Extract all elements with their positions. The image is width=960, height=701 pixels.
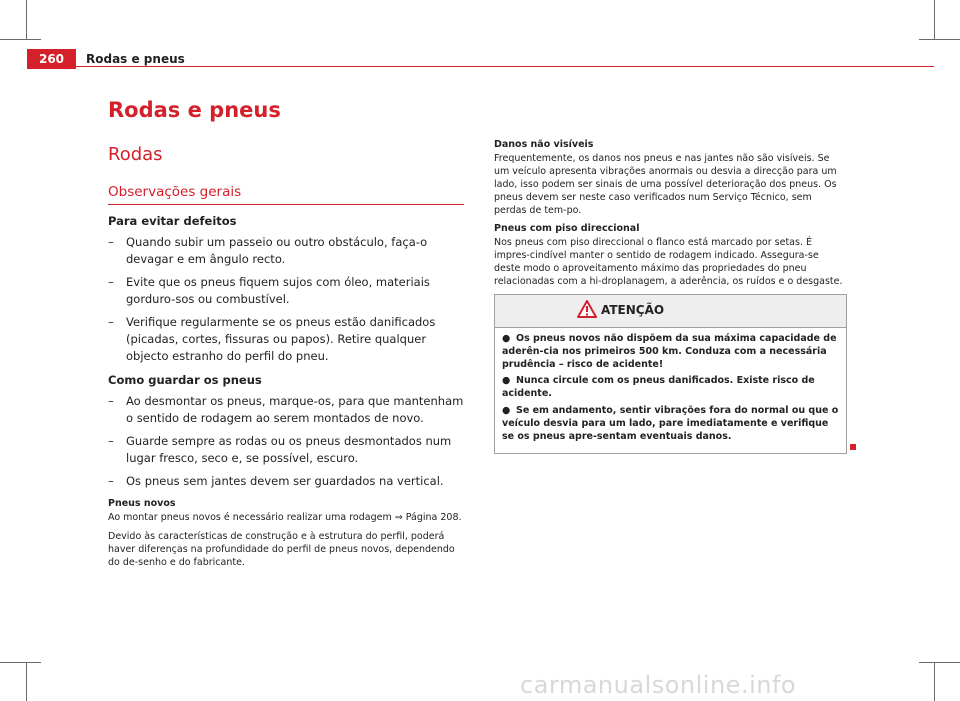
left-column <box>108 214 464 575</box>
damage-heading: Danos não visíveis <box>494 139 594 150</box>
storage-heading: Como guardar os pneus <box>108 373 262 387</box>
avoid-defects-list <box>108 234 464 365</box>
header-rule <box>76 66 934 67</box>
crop-mark <box>919 662 960 663</box>
warning-header <box>495 295 846 328</box>
running-title: Rodas e pneus <box>86 52 185 66</box>
warning-title: ATENÇÃO <box>601 303 665 317</box>
list-item: – Evite que os pneus fiquem sujos com óleo, materiais gorduro-sos ou combustível. <box>108 274 464 308</box>
crop-mark <box>26 0 27 40</box>
damage-text: Frequentemente, os danos nos pneus e nas jantes não são visíveis. Se um veículo apresenta vibrações anormais ou desvia a direcção para um lado, isso podem ser sinais de uma possível deterioração dos pneus. Os pneus devem ser neste caso verificados num Serviço Técnico, sem perdas de tem-po. <box>494 153 837 216</box>
warning-item: ● Os pneus novos não dispõem da sua máxima capacidade de aderên-cia nos primeiros 500 km. Conduza com a necessária prudência – risco de acidente! <box>502 333 837 370</box>
storage-list <box>108 393 464 490</box>
crop-mark <box>934 0 935 40</box>
bullet-icon: ● <box>502 404 511 416</box>
directional-text: Nos pneus com piso direccional o flanco está marcado por setas. É impres-cindível manter o sentido de rodagem indicado. Assegura-se deste modo o aproveitamento máximo das propriedades do pneu relacionadas com a hi-droplanagem, a aderência, os ruídos e o desgaste. <box>494 237 843 287</box>
page-title: Rodas e pneus <box>108 98 281 122</box>
list-item: – Ao desmontar os pneus, marque-os, para que mantenham o sentido de rodagem ao serem montados de novo. <box>108 393 464 427</box>
warning-body <box>495 328 846 453</box>
crop-mark <box>934 662 935 701</box>
bullet-icon: ● <box>502 333 511 344</box>
section-end-mark <box>850 444 856 450</box>
crop-mark <box>26 662 27 701</box>
list-item: – Os pneus sem jantes devem ser guardados na vertical. <box>108 473 464 490</box>
crop-mark <box>0 662 41 663</box>
warning-item: ● Se em andamento, sentir vibrações fora do normal ou que o veículo desvia para um lado, pare imediatamente e verifique se os pneus apre-sentam eventuais danos. <box>502 404 839 442</box>
subsection-rule <box>108 204 464 205</box>
warning-triangle-icon <box>577 300 597 318</box>
profile-text: Devido às características de construção e à estrutura do perfil, poderá haver diferenças na profundidade do perfil de pneus novos, dependendo do de-senho e do fabricante. <box>108 531 455 568</box>
new-tyres-text: Ao montar pneus novos é necessário realizar uma rodagem ⇒ Página 208. <box>108 512 462 523</box>
crop-mark <box>0 39 41 40</box>
bullet-icon: ● <box>502 375 511 387</box>
warning-item: ● Nunca circule com os pneus danificados. Existe risco de acidente. <box>502 375 815 400</box>
list-item: – Verifique regularmente se os pneus estão danificados (picadas, cortes, fissuras ou papos). Retire qualquer objecto estranho do perfil do pneu. <box>108 314 464 365</box>
subsection-title: Observações gerais <box>108 184 242 200</box>
page-number: 260 <box>27 49 76 69</box>
section-title: Rodas <box>108 144 163 165</box>
list-item: – Quando subir um passeio ou outro obstáculo, faça-o devagar e em ângulo recto. <box>108 234 464 268</box>
new-tyres-heading: Pneus novos <box>108 498 176 509</box>
right-column <box>494 139 847 454</box>
directional-heading: Pneus com piso direccional <box>494 223 640 234</box>
warning-box <box>494 294 847 454</box>
avoid-defects-heading: Para evitar defeitos <box>108 214 237 228</box>
crop-mark <box>919 39 960 40</box>
list-item: – Guarde sempre as rodas ou os pneus desmontados num lugar fresco, seco e, se possível, escuro. <box>108 433 464 467</box>
watermark: carmanualsonline.info <box>520 671 797 699</box>
